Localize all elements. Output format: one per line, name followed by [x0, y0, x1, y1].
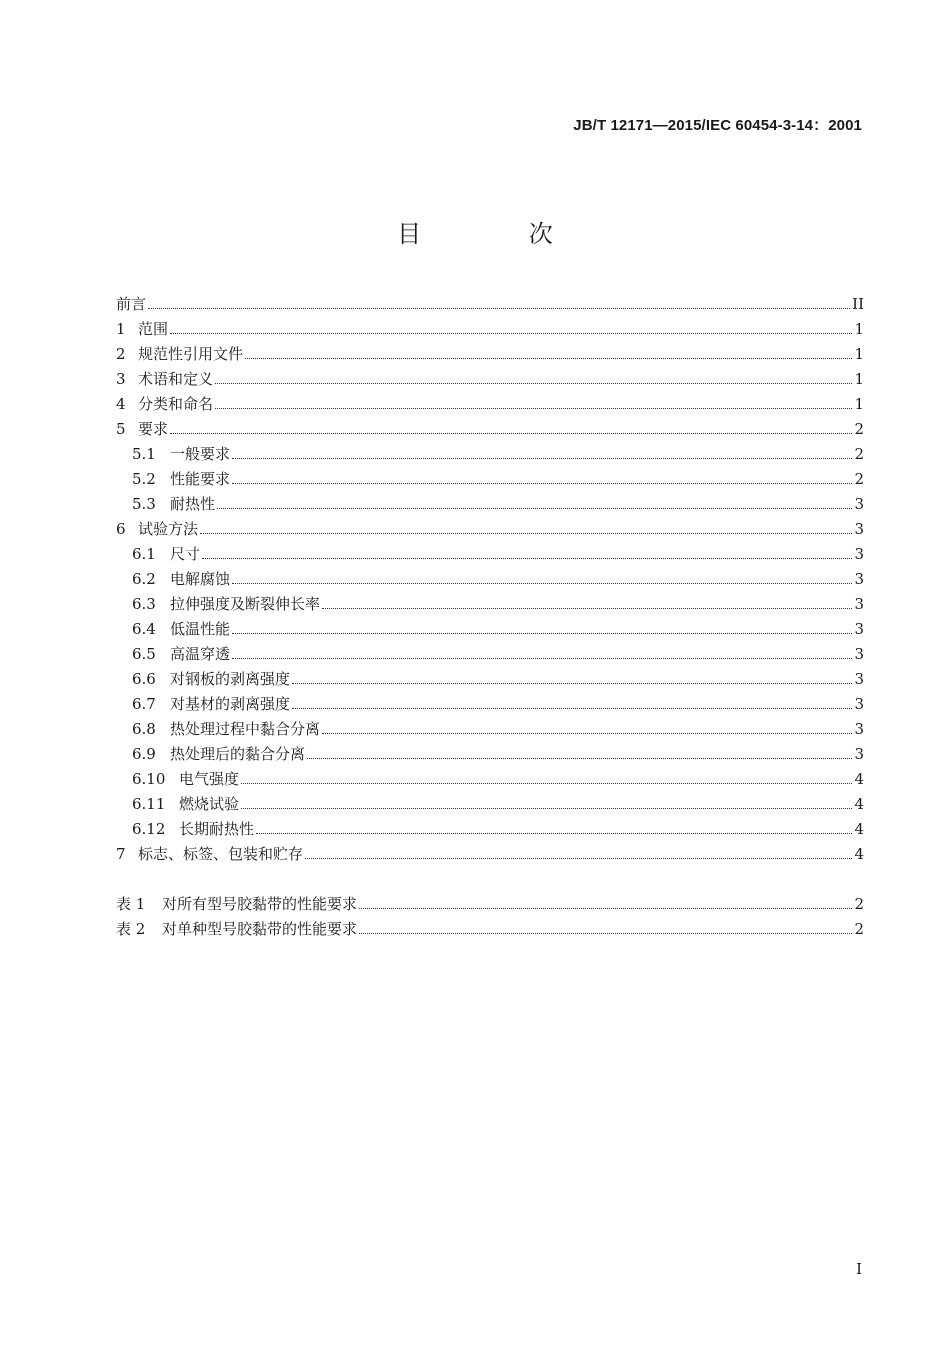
toc-entry[interactable]	[116, 442, 864, 467]
toc-entry-number: 3	[116, 370, 126, 388]
toc-entry[interactable]	[116, 892, 864, 917]
toc-leader-dots	[359, 907, 852, 909]
toc-entry-page: 4	[854, 770, 864, 788]
toc-entry-page: 4	[854, 845, 864, 863]
toc-entry-label: 标志、标签、包装和贮存	[138, 845, 304, 863]
toc-entry-label: 对所有型号胶黏带的性能要求	[162, 895, 358, 913]
toc-entry-page: 1	[854, 395, 864, 413]
toc-entry-label: 耐热性	[170, 495, 216, 513]
toc-entry-number: 6.5	[132, 645, 156, 663]
toc-entry-page: 1	[854, 320, 864, 338]
toc-entry-label: 术语和定义	[138, 370, 214, 388]
toc-entry-page: 3	[854, 695, 864, 713]
toc-entry-page: 2	[854, 445, 864, 463]
toc-entry-label: 热处理过程中黏合分离	[170, 720, 321, 738]
toc-entry-number: 6.4	[132, 620, 156, 638]
toc-entry-label: 一般要求	[170, 445, 231, 463]
toc-entry[interactable]	[116, 342, 864, 367]
toc-entry-number: 6.7	[132, 695, 156, 713]
toc-entry-page: 1	[854, 370, 864, 388]
toc-entry[interactable]	[116, 742, 864, 767]
toc-entry-page: 3	[854, 520, 864, 538]
toc-entry[interactable]	[116, 392, 864, 417]
toc-entry-page: 3	[854, 720, 864, 738]
toc-entry[interactable]	[116, 917, 864, 942]
toc-leader-dots	[170, 332, 852, 334]
toc-entry-label: 电解腐蚀	[170, 570, 231, 588]
toc-entry-label: 性能要求	[170, 470, 231, 488]
toc-entry-number: 5.1	[132, 445, 156, 463]
toc-entry-number: 1	[116, 320, 126, 338]
toc-entry-label: 燃烧试验	[179, 795, 240, 813]
toc-entry-page: 3	[854, 670, 864, 688]
toc-entry[interactable]	[116, 842, 864, 867]
toc-entry-page: II	[852, 295, 864, 313]
toc-entry-label: 范围	[138, 320, 169, 338]
toc-entry-number: 表 1	[116, 895, 146, 913]
toc-leader-dots	[359, 932, 852, 934]
toc-leader-dots	[322, 732, 852, 734]
toc-entry-number: 5.3	[132, 495, 156, 513]
toc-entry-label: 高温穿透	[170, 645, 231, 663]
toc-leader-dots	[215, 407, 852, 409]
toc-entry[interactable]	[116, 767, 864, 792]
toc-entry-label: 前言	[116, 295, 147, 313]
toc-entry-number: 5.2	[132, 470, 156, 488]
toc-entry[interactable]	[116, 642, 864, 667]
toc-entry-label: 低温性能	[170, 620, 231, 638]
toc-entry-page: 2	[854, 895, 864, 913]
list-of-tables	[116, 892, 864, 942]
toc-entry[interactable]	[116, 817, 864, 842]
toc-entry-label: 拉伸强度及断裂伸长率	[170, 595, 321, 613]
toc-leader-dots	[232, 632, 852, 634]
toc-leader-dots	[305, 857, 852, 859]
toc-entry[interactable]	[116, 792, 864, 817]
toc-entry-label: 电气强度	[179, 770, 240, 788]
toc-entry[interactable]	[116, 367, 864, 392]
toc-entry[interactable]	[116, 517, 864, 542]
toc-leader-dots	[241, 807, 852, 809]
toc-entry-number: 6.8	[132, 720, 156, 738]
toc-entry-number: 表 2	[116, 920, 146, 938]
toc-entry-label: 对单种型号胶黏带的性能要求	[162, 920, 358, 938]
toc-entry-page: 3	[854, 570, 864, 588]
toc-leader-dots	[170, 432, 852, 434]
toc-entry-number: 6.6	[132, 670, 156, 688]
toc-entry-page: 4	[854, 820, 864, 838]
toc-entry-page: 2	[854, 420, 864, 438]
toc-entry-page: 2	[854, 470, 864, 488]
toc-entry[interactable]	[116, 567, 864, 592]
toc-entry-number: 4	[116, 395, 126, 413]
toc-entry-number: 6.10	[132, 770, 166, 788]
toc-entry-page: 2	[854, 920, 864, 938]
toc-entry-label: 对基材的剥离强度	[170, 695, 291, 713]
toc-entry-label: 长期耐热性	[179, 820, 255, 838]
toc-entry-label: 规范性引用文件	[138, 345, 244, 363]
toc-entry-label: 尺寸	[170, 545, 201, 563]
toc-entry-page: 3	[854, 545, 864, 563]
toc-leader-dots	[148, 307, 850, 309]
toc-entry-number: 6.11	[132, 795, 166, 813]
toc-leader-dots	[245, 357, 852, 359]
toc-entry-number: 6	[116, 520, 126, 538]
toc-leader-dots	[232, 457, 852, 459]
toc-entry-label: 热处理后的黏合分离	[170, 745, 306, 763]
toc-entry[interactable]	[116, 717, 864, 742]
toc-entry[interactable]	[116, 317, 864, 342]
toc-leader-dots	[202, 557, 852, 559]
toc-leader-dots	[232, 657, 852, 659]
toc-leader-dots	[292, 707, 852, 709]
toc-entry-page: 1	[854, 345, 864, 363]
toc-leader-dots	[215, 382, 852, 384]
toc-entry[interactable]	[116, 692, 864, 717]
toc-entry-number: 6.1	[132, 545, 156, 563]
toc-entry-label: 试验方法	[138, 520, 199, 538]
toc-leader-dots	[232, 582, 852, 584]
toc-leader-dots	[232, 482, 852, 484]
toc-entry-number: 6.12	[132, 820, 166, 838]
toc-entry[interactable]	[116, 667, 864, 692]
toc-leader-dots	[256, 832, 852, 834]
toc-entry-number: 6.9	[132, 745, 156, 763]
toc-entry-number: 2	[116, 345, 126, 363]
toc-entry-label: 分类和命名	[138, 395, 214, 413]
toc-leader-dots	[292, 682, 852, 684]
toc-leader-dots	[241, 782, 852, 784]
toc-entry[interactable]	[116, 542, 864, 567]
toc-leader-dots	[200, 532, 852, 534]
toc-entry[interactable]	[116, 292, 864, 317]
toc-title: 目 次	[397, 220, 603, 248]
toc-entry-page: 3	[854, 495, 864, 513]
toc-leader-dots	[307, 757, 852, 759]
toc-entry-number: 7	[116, 845, 126, 863]
toc-leader-dots	[322, 607, 852, 609]
toc-entry-label: 对钢板的剥离强度	[170, 670, 291, 688]
page-number: I	[856, 1260, 862, 1278]
toc-entry-page: 3	[854, 745, 864, 763]
toc-entry-page: 3	[854, 620, 864, 638]
toc-leader-dots	[217, 507, 852, 509]
toc-entry[interactable]	[116, 492, 864, 517]
toc-entry[interactable]	[116, 467, 864, 492]
toc-entry-number: 6.3	[132, 595, 156, 613]
toc-entry-label: 要求	[138, 420, 169, 438]
toc-entry-number: 6.2	[132, 570, 156, 588]
toc-entry-number: 5	[116, 420, 126, 438]
table-of-contents	[116, 292, 864, 867]
toc-entry[interactable]	[116, 617, 864, 642]
toc-entry-page: 3	[854, 595, 864, 613]
toc-entry-page: 4	[854, 795, 864, 813]
standard-code-header: JB/T 12171—2015/IEC 60454-3-14：2001	[573, 117, 862, 134]
toc-entry[interactable]	[116, 592, 864, 617]
toc-entry-page: 3	[854, 645, 864, 663]
toc-entry[interactable]	[116, 417, 864, 442]
